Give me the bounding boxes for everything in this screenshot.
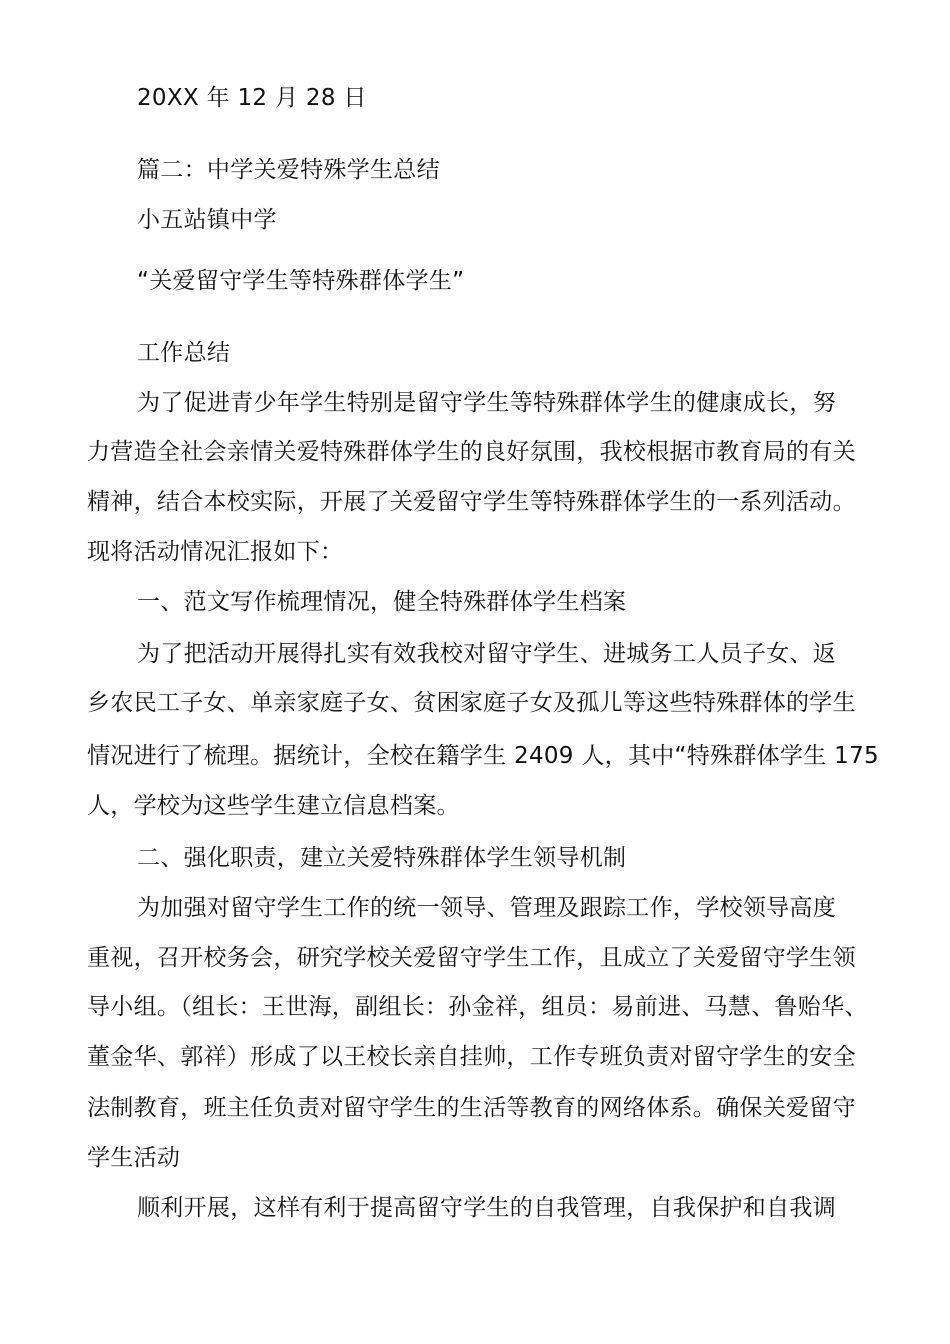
para2-line-5: 法制教育，班主任负责对留守学生的生活等教育的网络体系。确保关爱留守 xyxy=(87,1095,856,1121)
para2-line-6: 学生活动 xyxy=(87,1145,181,1171)
quote-title: “关爱留守学生等特殊群体学生” xyxy=(137,268,465,294)
intro-line-1: 为了促进青少年学生特别是留守学生等特殊群体学生的健康成长，努 xyxy=(137,390,836,416)
para2-line-2: 重视，召开校务会，研究学校关爱留守学生工作，且成立了关爱留守学生领 xyxy=(87,945,856,971)
intro-line-4: 现将活动情况汇报如下： xyxy=(87,539,344,565)
para2-line-4: 董金华、郭祥）形成了以王校长亲自挂帅，工作专班负责对留守学生的安全 xyxy=(87,1044,856,1070)
para2-line-3: 导小组。（组长：王世海，副组长：孙金祥，组员：易前进、马慧、鲁贻华、 xyxy=(87,994,868,1020)
intro-line-2: 力营造全社会亲情关爱特殊群体学生的良好氛围，我校根据市教育局的有关 xyxy=(87,439,856,465)
para2-line-1: 为加强对留守学生工作的统一领导、管理及跟踪工作，学校领导高度 xyxy=(137,895,836,921)
intro-line-3: 精神，结合本校实际，开展了关爱留守学生等特殊群体学生的一系列活动。 xyxy=(87,489,856,515)
heading-1: 一、范文写作梳理情况，健全特殊群体学生档案 xyxy=(137,589,627,615)
summary-label: 工作总结 xyxy=(137,340,231,366)
date-line: 20XX 年 12 月 28 日 xyxy=(137,85,367,111)
school-name: 小五站镇中学 xyxy=(137,207,277,233)
section-title: 篇二：中学关爱特殊学生总结 xyxy=(137,157,440,183)
para3-line-1: 顺利开展，这样有利于提高留守学生的自我管理，自我保护和自我调 xyxy=(137,1195,836,1221)
para1-line-2: 乡农民工子女、单亲家庭子女、贫困家庭子女及孤儿等这些特殊群体的学生 xyxy=(87,690,856,716)
para1-line-3: 情况进行了梳理。据统计，全校在籍学生 2409 人，其中“特殊群体学生 175 xyxy=(87,743,879,769)
heading-2: 二、强化职责，建立关爱特殊群体学生领导机制 xyxy=(137,845,627,871)
para1-line-1: 为了把活动开展得扎实有效我校对留守学生、进城务工人员子女、返 xyxy=(137,641,836,667)
para1-line-4: 人，学校为这些学生建立信息档案。 xyxy=(87,793,460,819)
